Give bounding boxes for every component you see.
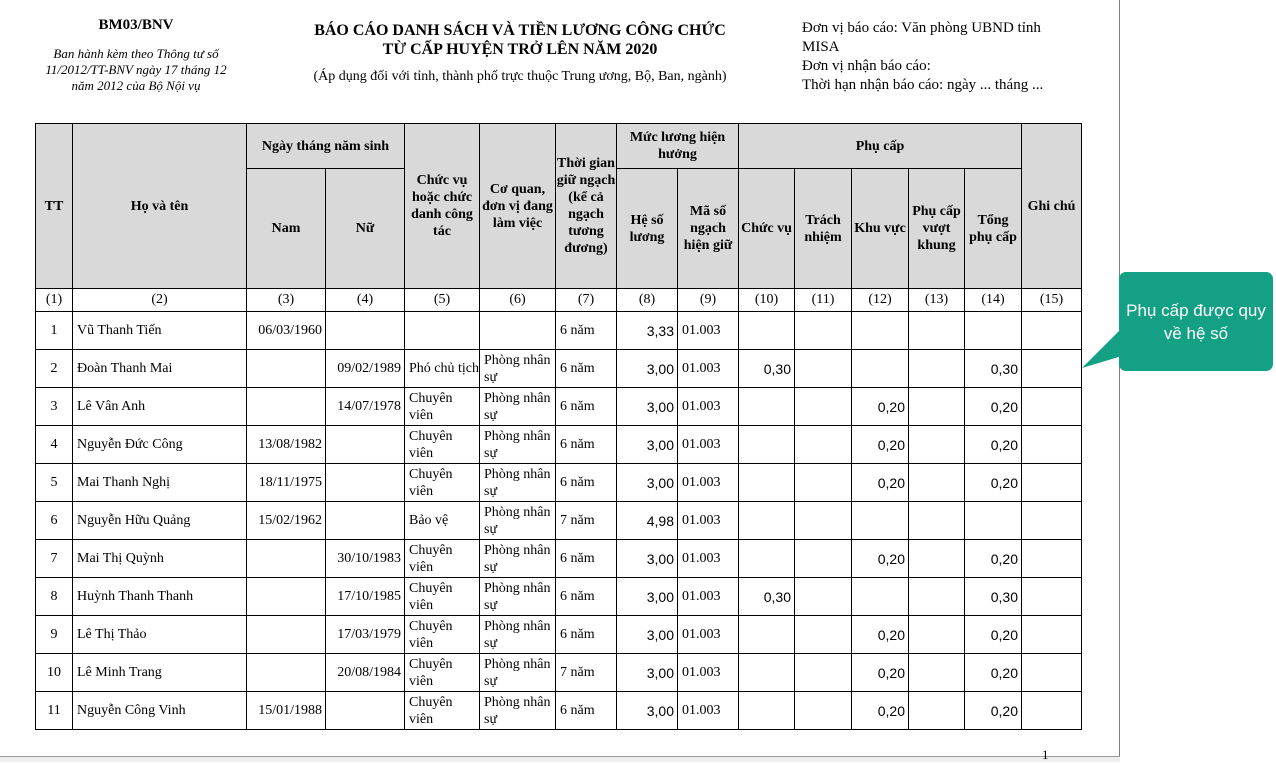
cell-tt: 4 bbox=[36, 426, 73, 464]
cell-tenure: 7 năm bbox=[556, 502, 617, 540]
header-allowance-excess: Phụ cấp vượt khung bbox=[909, 169, 965, 289]
cell-allowance-total: 0,20 bbox=[965, 426, 1022, 464]
cell-allowance-position bbox=[739, 502, 795, 540]
cell-coef: 3,00 bbox=[617, 654, 678, 692]
cell-allowance-responsibility bbox=[795, 312, 852, 350]
cell-dob-female bbox=[326, 692, 405, 730]
header-allowance-position: Chức vụ bbox=[739, 169, 795, 289]
cell-dob-female: 09/02/1989 bbox=[326, 350, 405, 388]
cell-agency: Phòng nhân sự bbox=[480, 654, 556, 692]
cell-allowance-position bbox=[739, 464, 795, 502]
cell-allowance-position bbox=[739, 654, 795, 692]
cell-dob-male bbox=[247, 388, 326, 426]
cell-allowance-total: 0,20 bbox=[965, 464, 1022, 502]
cell-allowance-total bbox=[965, 312, 1022, 350]
cell-position: Bảo vệ bbox=[405, 502, 480, 540]
table-row bbox=[36, 312, 1082, 350]
column-number: (12) bbox=[852, 289, 909, 312]
header-agency: Cơ quan, đơn vị đang làm việc bbox=[480, 124, 556, 289]
report-title-line2: TỪ CẤP HUYỆN TRỞ LÊN NĂM 2020 bbox=[382, 41, 658, 58]
cell-allowance-region: 0,20 bbox=[852, 388, 909, 426]
cell-allowance-excess bbox=[909, 616, 965, 654]
header-allowance-region: Khu vực bbox=[852, 169, 909, 289]
cell-name: Nguyễn Hữu Quảng bbox=[73, 502, 247, 540]
cell-name: Lê Thị Thảo bbox=[73, 616, 247, 654]
cell-position bbox=[405, 312, 480, 350]
cell-note bbox=[1022, 464, 1082, 502]
cell-allowance-position bbox=[739, 692, 795, 730]
cell-allowance-excess bbox=[909, 464, 965, 502]
cell-allowance-total bbox=[965, 502, 1022, 540]
cell-note bbox=[1022, 692, 1082, 730]
cell-agency: Phòng nhân sự bbox=[480, 426, 556, 464]
column-number: (3) bbox=[247, 289, 326, 312]
cell-note bbox=[1022, 616, 1082, 654]
cell-tt: 7 bbox=[36, 540, 73, 578]
header-position: Chức vụ hoặc chức danh công tác bbox=[405, 124, 480, 289]
cell-allowance-region: 0,20 bbox=[852, 692, 909, 730]
cell-tenure: 6 năm bbox=[556, 388, 617, 426]
cell-name: Huỳnh Thanh Thanh bbox=[73, 578, 247, 616]
cell-tenure: 6 năm bbox=[556, 540, 617, 578]
cell-dob-female bbox=[326, 502, 405, 540]
report-recipient-info bbox=[802, 19, 1092, 95]
cell-name: Nguyễn Công Vinh bbox=[73, 692, 247, 730]
header-tenure: Thời gian giữ ngạch (kể cả ngạch tương đương) bbox=[556, 124, 617, 289]
cell-allowance-excess bbox=[909, 426, 965, 464]
cell-dob-male bbox=[247, 540, 326, 578]
table-row bbox=[36, 616, 1082, 654]
cell-dob-female: 17/03/1979 bbox=[326, 616, 405, 654]
column-number: (10) bbox=[739, 289, 795, 312]
salary-table bbox=[35, 123, 1082, 730]
cell-dob-male: 15/01/1988 bbox=[247, 692, 326, 730]
cell-allowance-position: 0,30 bbox=[739, 578, 795, 616]
cell-allowance-responsibility bbox=[795, 502, 852, 540]
cell-allowance-total: 0,20 bbox=[965, 692, 1022, 730]
cell-grade-code: 01.003 bbox=[678, 654, 739, 692]
cell-position: Chuyên viên bbox=[405, 654, 480, 692]
column-number: (8) bbox=[617, 289, 678, 312]
header-coef: Hệ số lương bbox=[617, 169, 678, 289]
cell-allowance-position bbox=[739, 426, 795, 464]
cell-dob-female: 30/10/1983 bbox=[326, 540, 405, 578]
allowance-callout bbox=[1119, 272, 1273, 371]
cell-tt: 9 bbox=[36, 616, 73, 654]
header-male: Nam bbox=[247, 169, 326, 289]
column-number: (4) bbox=[326, 289, 405, 312]
cell-position: Chuyên viên bbox=[405, 692, 480, 730]
cell-tt: 3 bbox=[36, 388, 73, 426]
form-info bbox=[36, 17, 236, 94]
report-subtitle: (Áp dụng đối với tỉnh, thành phố trực thuộc Trung ương, Bộ, Ban, ngành) bbox=[313, 69, 727, 84]
header-salary: Mức lương hiện hưởng bbox=[617, 124, 739, 169]
cell-allowance-excess bbox=[909, 654, 965, 692]
cell-note bbox=[1022, 312, 1082, 350]
cell-grade-code: 01.003 bbox=[678, 578, 739, 616]
table-row bbox=[36, 578, 1082, 616]
table-row bbox=[36, 388, 1082, 426]
cell-agency: Phòng nhân sự bbox=[480, 464, 556, 502]
cell-allowance-excess bbox=[909, 350, 965, 388]
column-number: (15) bbox=[1022, 289, 1082, 312]
column-number: (7) bbox=[556, 289, 617, 312]
cell-agency: Phòng nhân sự bbox=[480, 616, 556, 654]
cell-agency bbox=[480, 312, 556, 350]
cell-allowance-excess bbox=[909, 388, 965, 426]
column-number: (9) bbox=[678, 289, 739, 312]
cell-grade-code: 01.003 bbox=[678, 464, 739, 502]
issued-note: Ban hành kèm theo Thông tư số 11/2012/TT-BNV ngày 17 tháng 12 năm 2012 của Bộ Nội vụ bbox=[45, 46, 227, 93]
cell-note bbox=[1022, 540, 1082, 578]
cell-allowance-excess bbox=[909, 578, 965, 616]
column-number: (1) bbox=[36, 289, 73, 312]
table-row bbox=[36, 426, 1082, 464]
cell-grade-code: 01.003 bbox=[678, 388, 739, 426]
cell-grade-code: 01.003 bbox=[678, 426, 739, 464]
cell-allowance-region: 0,20 bbox=[852, 426, 909, 464]
cell-dob-male: 18/11/1975 bbox=[247, 464, 326, 502]
cell-allowance-responsibility bbox=[795, 350, 852, 388]
cell-allowance-excess bbox=[909, 540, 965, 578]
cell-allowance-position bbox=[739, 540, 795, 578]
column-number: (14) bbox=[965, 289, 1022, 312]
header-allowance-responsibility: Trách nhiệm bbox=[795, 169, 852, 289]
report-title-block bbox=[255, 21, 785, 85]
cell-allowance-responsibility bbox=[795, 692, 852, 730]
cell-note bbox=[1022, 654, 1082, 692]
cell-dob-male: 13/08/1982 bbox=[247, 426, 326, 464]
cell-coef: 3,00 bbox=[617, 388, 678, 426]
cell-coef: 4,98 bbox=[617, 502, 678, 540]
cell-tt: 10 bbox=[36, 654, 73, 692]
page-number: 1 bbox=[1042, 747, 1049, 762]
cell-tt: 1 bbox=[36, 312, 73, 350]
cell-grade-code: 01.003 bbox=[678, 616, 739, 654]
cell-agency: Phòng nhân sự bbox=[480, 350, 556, 388]
cell-position: Chuyên viên bbox=[405, 578, 480, 616]
cell-coef: 3,00 bbox=[617, 692, 678, 730]
cell-allowance-region bbox=[852, 312, 909, 350]
cell-grade-code: 01.003 bbox=[678, 350, 739, 388]
cell-position: Chuyên viên bbox=[405, 388, 480, 426]
cell-agency: Phòng nhân sự bbox=[480, 692, 556, 730]
cell-dob-male: 15/02/1962 bbox=[247, 502, 326, 540]
cell-dob-male bbox=[247, 616, 326, 654]
cell-coef: 3,00 bbox=[617, 578, 678, 616]
cell-name: Vũ Thanh Tiến bbox=[73, 312, 247, 350]
cell-tenure: 6 năm bbox=[556, 464, 617, 502]
cell-coef: 3,33 bbox=[617, 312, 678, 350]
cell-tt: 2 bbox=[36, 350, 73, 388]
cell-name: Nguyễn Đức Công bbox=[73, 426, 247, 464]
table-row bbox=[36, 692, 1082, 730]
cell-tenure: 6 năm bbox=[556, 350, 617, 388]
cell-dob-female: 14/07/1978 bbox=[326, 388, 405, 426]
cell-dob-female: 17/10/1985 bbox=[326, 578, 405, 616]
cell-tt: 5 bbox=[36, 464, 73, 502]
report-title-line1: BÁO CÁO DANH SÁCH VÀ TIỀN LƯƠNG CÔNG CHỨC bbox=[314, 22, 726, 39]
cell-position: Chuyên viên bbox=[405, 426, 480, 464]
cell-name: Mai Thanh Nghị bbox=[73, 464, 247, 502]
cell-dob-female bbox=[326, 464, 405, 502]
cell-tenure: 6 năm bbox=[556, 312, 617, 350]
cell-allowance-region: 0,20 bbox=[852, 616, 909, 654]
header-allowance-total: Tổng phụ cấp bbox=[965, 169, 1022, 289]
cell-name: Lê Vân Anh bbox=[73, 388, 247, 426]
header-grade-code: Mã số ngạch hiện giữ bbox=[678, 169, 739, 289]
cell-allowance-total: 0,20 bbox=[965, 654, 1022, 692]
cell-grade-code: 01.003 bbox=[678, 312, 739, 350]
cell-allowance-responsibility bbox=[795, 388, 852, 426]
header-allowance: Phụ cấp bbox=[739, 124, 1022, 169]
cell-position: Chuyên viên bbox=[405, 464, 480, 502]
cell-allowance-total: 0,20 bbox=[965, 540, 1022, 578]
cell-agency: Phòng nhân sự bbox=[480, 388, 556, 426]
cell-grade-code: 01.003 bbox=[678, 692, 739, 730]
cell-allowance-responsibility bbox=[795, 654, 852, 692]
header-female: Nữ bbox=[326, 169, 405, 289]
deadline: Thời hạn nhận báo cáo: ngày ... tháng ... bbox=[802, 77, 1044, 93]
cell-allowance-region: 0,20 bbox=[852, 464, 909, 502]
cell-allowance-responsibility bbox=[795, 540, 852, 578]
cell-agency: Phòng nhân sự bbox=[480, 540, 556, 578]
cell-coef: 3,00 bbox=[617, 540, 678, 578]
cell-name: Mai Thị Quỳnh bbox=[73, 540, 247, 578]
column-number-row bbox=[36, 289, 1082, 312]
cell-grade-code: 01.003 bbox=[678, 540, 739, 578]
cell-dob-male bbox=[247, 654, 326, 692]
cell-note bbox=[1022, 502, 1082, 540]
cell-dob-male bbox=[247, 578, 326, 616]
cell-dob-male bbox=[247, 350, 326, 388]
cell-tenure: 6 năm bbox=[556, 616, 617, 654]
cell-tt: 6 bbox=[36, 502, 73, 540]
cell-allowance-position: 0,30 bbox=[739, 350, 795, 388]
cell-allowance-total: 0,30 bbox=[965, 350, 1022, 388]
cell-allowance-region bbox=[852, 502, 909, 540]
header-tt: TT bbox=[36, 124, 73, 289]
cell-dob-male: 06/03/1960 bbox=[247, 312, 326, 350]
cell-note bbox=[1022, 426, 1082, 464]
page-bottom-edge bbox=[0, 756, 1120, 762]
cell-tenure: 6 năm bbox=[556, 578, 617, 616]
column-number: (11) bbox=[795, 289, 852, 312]
cell-position: Chuyên viên bbox=[405, 616, 480, 654]
cell-position: Phó chủ tịch bbox=[405, 350, 480, 388]
cell-coef: 3,00 bbox=[617, 464, 678, 502]
cell-allowance-total: 0,20 bbox=[965, 616, 1022, 654]
cell-allowance-responsibility bbox=[795, 616, 852, 654]
form-code: BM03/BNV bbox=[98, 17, 174, 33]
column-number: (5) bbox=[405, 289, 480, 312]
cell-tt: 11 bbox=[36, 692, 73, 730]
cell-note bbox=[1022, 578, 1082, 616]
cell-agency: Phòng nhân sự bbox=[480, 578, 556, 616]
cell-allowance-region: 0,20 bbox=[852, 540, 909, 578]
cell-allowance-region bbox=[852, 350, 909, 388]
cell-allowance-excess bbox=[909, 692, 965, 730]
cell-dob-female bbox=[326, 312, 405, 350]
cell-grade-code: 01.003 bbox=[678, 502, 739, 540]
cell-coef: 3,00 bbox=[617, 426, 678, 464]
header-note: Ghi chú bbox=[1022, 124, 1082, 289]
cell-allowance-total: 0,30 bbox=[965, 578, 1022, 616]
cell-dob-female: 20/08/1984 bbox=[326, 654, 405, 692]
cell-allowance-position bbox=[739, 388, 795, 426]
cell-tt: 8 bbox=[36, 578, 73, 616]
table-row bbox=[36, 350, 1082, 388]
table-row bbox=[36, 540, 1082, 578]
cell-allowance-region bbox=[852, 578, 909, 616]
table-row bbox=[36, 654, 1082, 692]
table-row bbox=[36, 464, 1082, 502]
cell-agency: Phòng nhân sự bbox=[480, 502, 556, 540]
callout-text: Phụ cấp được quy về hệ số bbox=[1126, 300, 1266, 343]
cell-note bbox=[1022, 350, 1082, 388]
header-name: Họ và tên bbox=[73, 124, 247, 289]
cell-note bbox=[1022, 388, 1082, 426]
cell-tenure: 6 năm bbox=[556, 426, 617, 464]
report-unit: Đơn vị báo cáo: Văn phòng UBND tỉnh bbox=[802, 20, 1041, 36]
report-unit-cont: MISA bbox=[802, 39, 840, 55]
cell-allowance-region: 0,20 bbox=[852, 654, 909, 692]
table-row bbox=[36, 502, 1082, 540]
cell-name: Đoàn Thanh Mai bbox=[73, 350, 247, 388]
cell-allowance-excess bbox=[909, 502, 965, 540]
cell-allowance-excess bbox=[909, 312, 965, 350]
cell-allowance-position bbox=[739, 312, 795, 350]
receive-unit: Đơn vị nhận báo cáo: bbox=[802, 58, 931, 74]
column-number: (13) bbox=[909, 289, 965, 312]
cell-allowance-responsibility bbox=[795, 578, 852, 616]
cell-allowance-total: 0,20 bbox=[965, 388, 1022, 426]
cell-position: Chuyên viên bbox=[405, 540, 480, 578]
cell-coef: 3,00 bbox=[617, 350, 678, 388]
cell-dob-female bbox=[326, 426, 405, 464]
cell-name: Lê Minh Trang bbox=[73, 654, 247, 692]
header-dob: Ngày tháng năm sinh bbox=[247, 124, 405, 169]
column-number: (6) bbox=[480, 289, 556, 312]
cell-allowance-responsibility bbox=[795, 464, 852, 502]
cell-allowance-position bbox=[739, 616, 795, 654]
column-number: (2) bbox=[73, 289, 247, 312]
cell-tenure: 6 năm bbox=[556, 692, 617, 730]
cell-allowance-responsibility bbox=[795, 426, 852, 464]
cell-coef: 3,00 bbox=[617, 616, 678, 654]
cell-tenure: 7 năm bbox=[556, 654, 617, 692]
